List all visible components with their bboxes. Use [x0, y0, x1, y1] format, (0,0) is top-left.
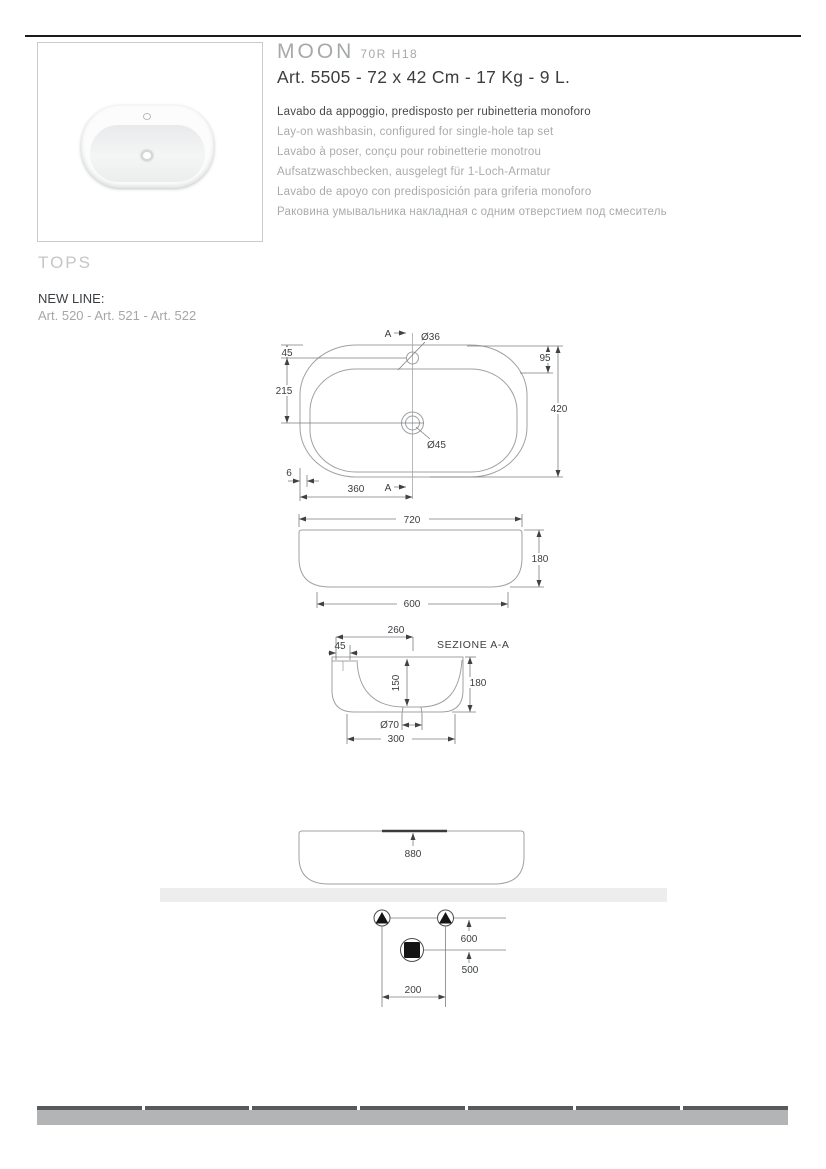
connections-drawing	[374, 910, 506, 1007]
front-view-drawing	[299, 514, 553, 610]
counter-band	[160, 888, 667, 902]
dim-label: 45	[334, 641, 346, 652]
footer-bar-segments	[37, 1106, 788, 1110]
dim-label: 260	[387, 625, 405, 636]
dim-label: 300	[387, 734, 405, 745]
dim-label: 215	[275, 386, 293, 397]
dim-label: Ø36	[421, 332, 440, 343]
bar-segment	[468, 1106, 573, 1110]
dim-label: 600	[403, 599, 421, 610]
dim-label: 880	[404, 849, 422, 860]
new-line-articles: Art. 520 - Art. 521 - Art. 522	[38, 308, 197, 323]
description-de: Aufsatzwaschbecken, ausgelegt für 1-Loch-Armatur	[277, 166, 551, 178]
dim-label: 360	[347, 484, 365, 495]
bar-segment	[37, 1106, 142, 1110]
description-en: Lay-on washbasin, configured for single-hole tap set	[277, 126, 554, 138]
dim-label: 720	[403, 515, 421, 526]
bar-segment	[576, 1106, 681, 1110]
description-fr: Lavabo à poser, conçu pour robinetterie monotrou	[277, 146, 542, 158]
dim-label: Ø70	[380, 720, 399, 731]
bar-segment	[145, 1106, 250, 1110]
description-ru: Раковина умывальника накладная с одним отверстием под смеситель	[277, 206, 667, 218]
section-title: SEZIONE A-A	[437, 639, 510, 651]
footer-bar	[37, 1106, 788, 1125]
dim-label: 150	[391, 674, 402, 692]
height-drawing	[160, 831, 667, 902]
dim-label: 180	[469, 678, 487, 689]
bar-segment	[252, 1106, 357, 1110]
dim-label: 420	[550, 404, 568, 415]
dim-label: Ø45	[427, 440, 446, 451]
bar-segment	[683, 1106, 788, 1110]
bar-segment	[360, 1106, 465, 1110]
dim-label: 200	[404, 985, 422, 996]
section-drawing	[328, 625, 510, 745]
dim-label: 180	[531, 554, 549, 565]
dim-label: 95	[539, 353, 551, 364]
new-line-label: NEW LINE:	[38, 291, 105, 306]
product-variant: 70R H18	[360, 47, 419, 61]
footer-bar-base	[37, 1110, 788, 1125]
product-line-name: MOON	[277, 40, 355, 63]
dim-label: 6	[286, 468, 292, 479]
dim-label: 45	[281, 348, 293, 359]
dim-label: 500	[461, 965, 479, 976]
dim-label: 600	[460, 934, 478, 945]
dim-label: A	[384, 329, 392, 340]
tops-section-title: TOPS	[38, 253, 92, 272]
description-it: Lavabo da appoggio, predisposto per rubinetteria monoforo	[277, 106, 591, 118]
description-es: Lavabo de apoyo con predisposición para griferia monoforo	[277, 186, 592, 198]
top-view-drawing	[271, 329, 573, 501]
article-spec: Art. 5505 - 72 x 42 Cm - 17 Kg - 9 L.	[277, 67, 571, 87]
dim-label: A	[384, 483, 392, 494]
